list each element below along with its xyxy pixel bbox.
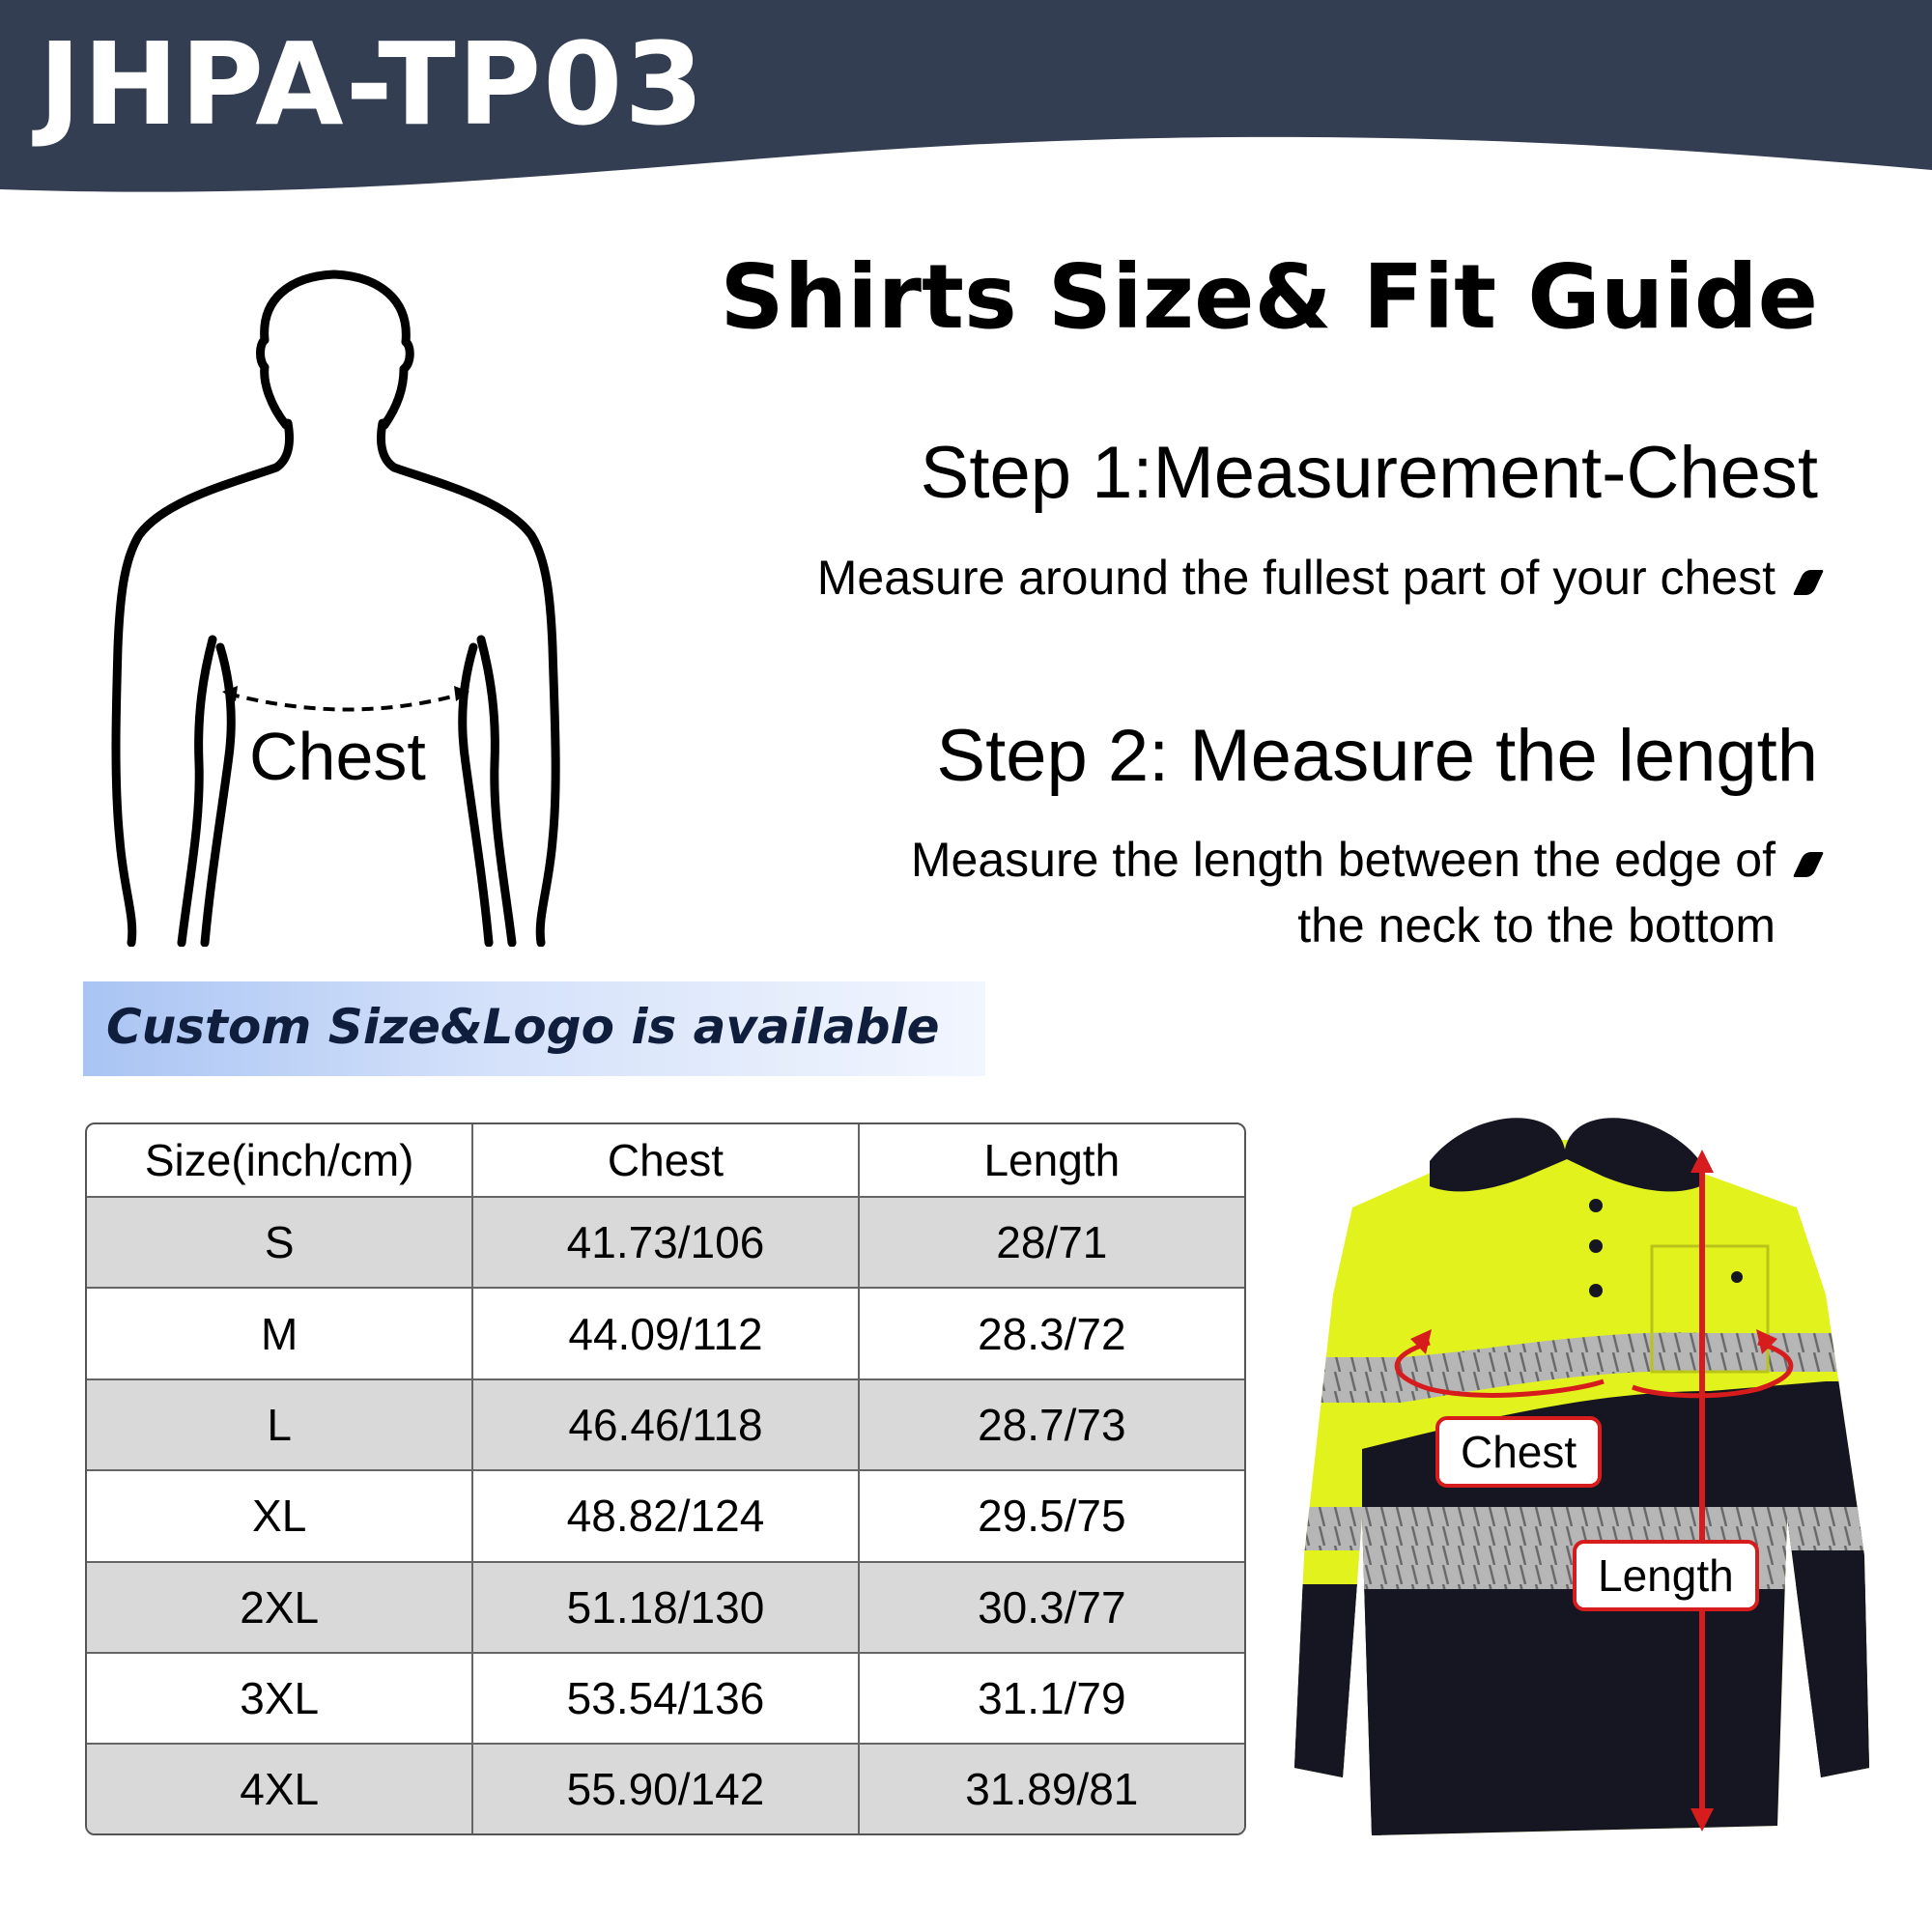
chest-cell: 55.90/142 xyxy=(472,1744,858,1833)
table-row xyxy=(87,1470,1244,1561)
step2-title: Step 2: Measure the length xyxy=(936,715,1818,797)
header-chest: Chest xyxy=(472,1124,858,1197)
model-code-title: JHPA-TP03 xyxy=(39,17,706,151)
step1-description: Measure around the fullest part of your chest xyxy=(816,551,1776,605)
size-chart-table xyxy=(85,1122,1246,1835)
step2-description-line2: the neck to the bottom xyxy=(1297,898,1776,952)
step1-bullet-icon xyxy=(1793,570,1824,595)
table-row xyxy=(87,1379,1244,1470)
size-cell: XL xyxy=(87,1470,472,1561)
size-cell: S xyxy=(87,1197,472,1288)
length-cell: 31.1/79 xyxy=(859,1653,1244,1744)
size-cell: 3XL xyxy=(87,1653,472,1744)
size-cell: 2XL xyxy=(87,1562,472,1653)
step2-bullet-icon xyxy=(1793,852,1824,877)
table-row xyxy=(87,1653,1244,1744)
size-guide-title: Shirts Size& Fit Guide xyxy=(720,245,1818,349)
length-cell: 28.3/72 xyxy=(859,1288,1244,1378)
chest-cell: 51.18/130 xyxy=(472,1562,858,1653)
chest-cell: 48.82/124 xyxy=(472,1470,858,1561)
header-size: Size(inch/cm) xyxy=(87,1124,472,1197)
size-cell: M xyxy=(87,1288,472,1378)
length-cell: 28/71 xyxy=(859,1197,1244,1288)
table-header-row xyxy=(87,1124,1244,1197)
chest-cell: 44.09/112 xyxy=(472,1288,858,1378)
custom-size-text: Custom Size&Logo is available xyxy=(106,999,940,1055)
header-length: Length xyxy=(859,1124,1244,1197)
table-row xyxy=(87,1288,1244,1378)
shirt-chest-callout: Chest xyxy=(1435,1416,1602,1488)
length-cell: 31.89/81 xyxy=(859,1744,1244,1833)
table-row xyxy=(87,1197,1244,1288)
table-row xyxy=(87,1744,1244,1833)
body-outline-figure xyxy=(97,261,599,947)
step1-title: Step 1:Measurement-Chest xyxy=(920,432,1818,514)
chest-cell: 41.73/106 xyxy=(472,1197,858,1288)
step2-description-line1: Measure the length between the edge of xyxy=(910,833,1776,887)
shirt-length-callout: Length xyxy=(1573,1540,1759,1611)
size-cell: L xyxy=(87,1379,472,1470)
table-row xyxy=(87,1562,1244,1653)
length-cell: 30.3/77 xyxy=(859,1562,1244,1653)
chest-cell: 53.54/136 xyxy=(472,1653,858,1744)
size-cell: 4XL xyxy=(87,1744,472,1833)
figure-chest-label: Chest xyxy=(249,719,426,794)
length-cell: 29.5/75 xyxy=(859,1470,1244,1561)
length-cell: 28.7/73 xyxy=(859,1379,1244,1470)
chest-cell: 46.46/118 xyxy=(472,1379,858,1470)
custom-size-banner xyxy=(83,981,985,1076)
